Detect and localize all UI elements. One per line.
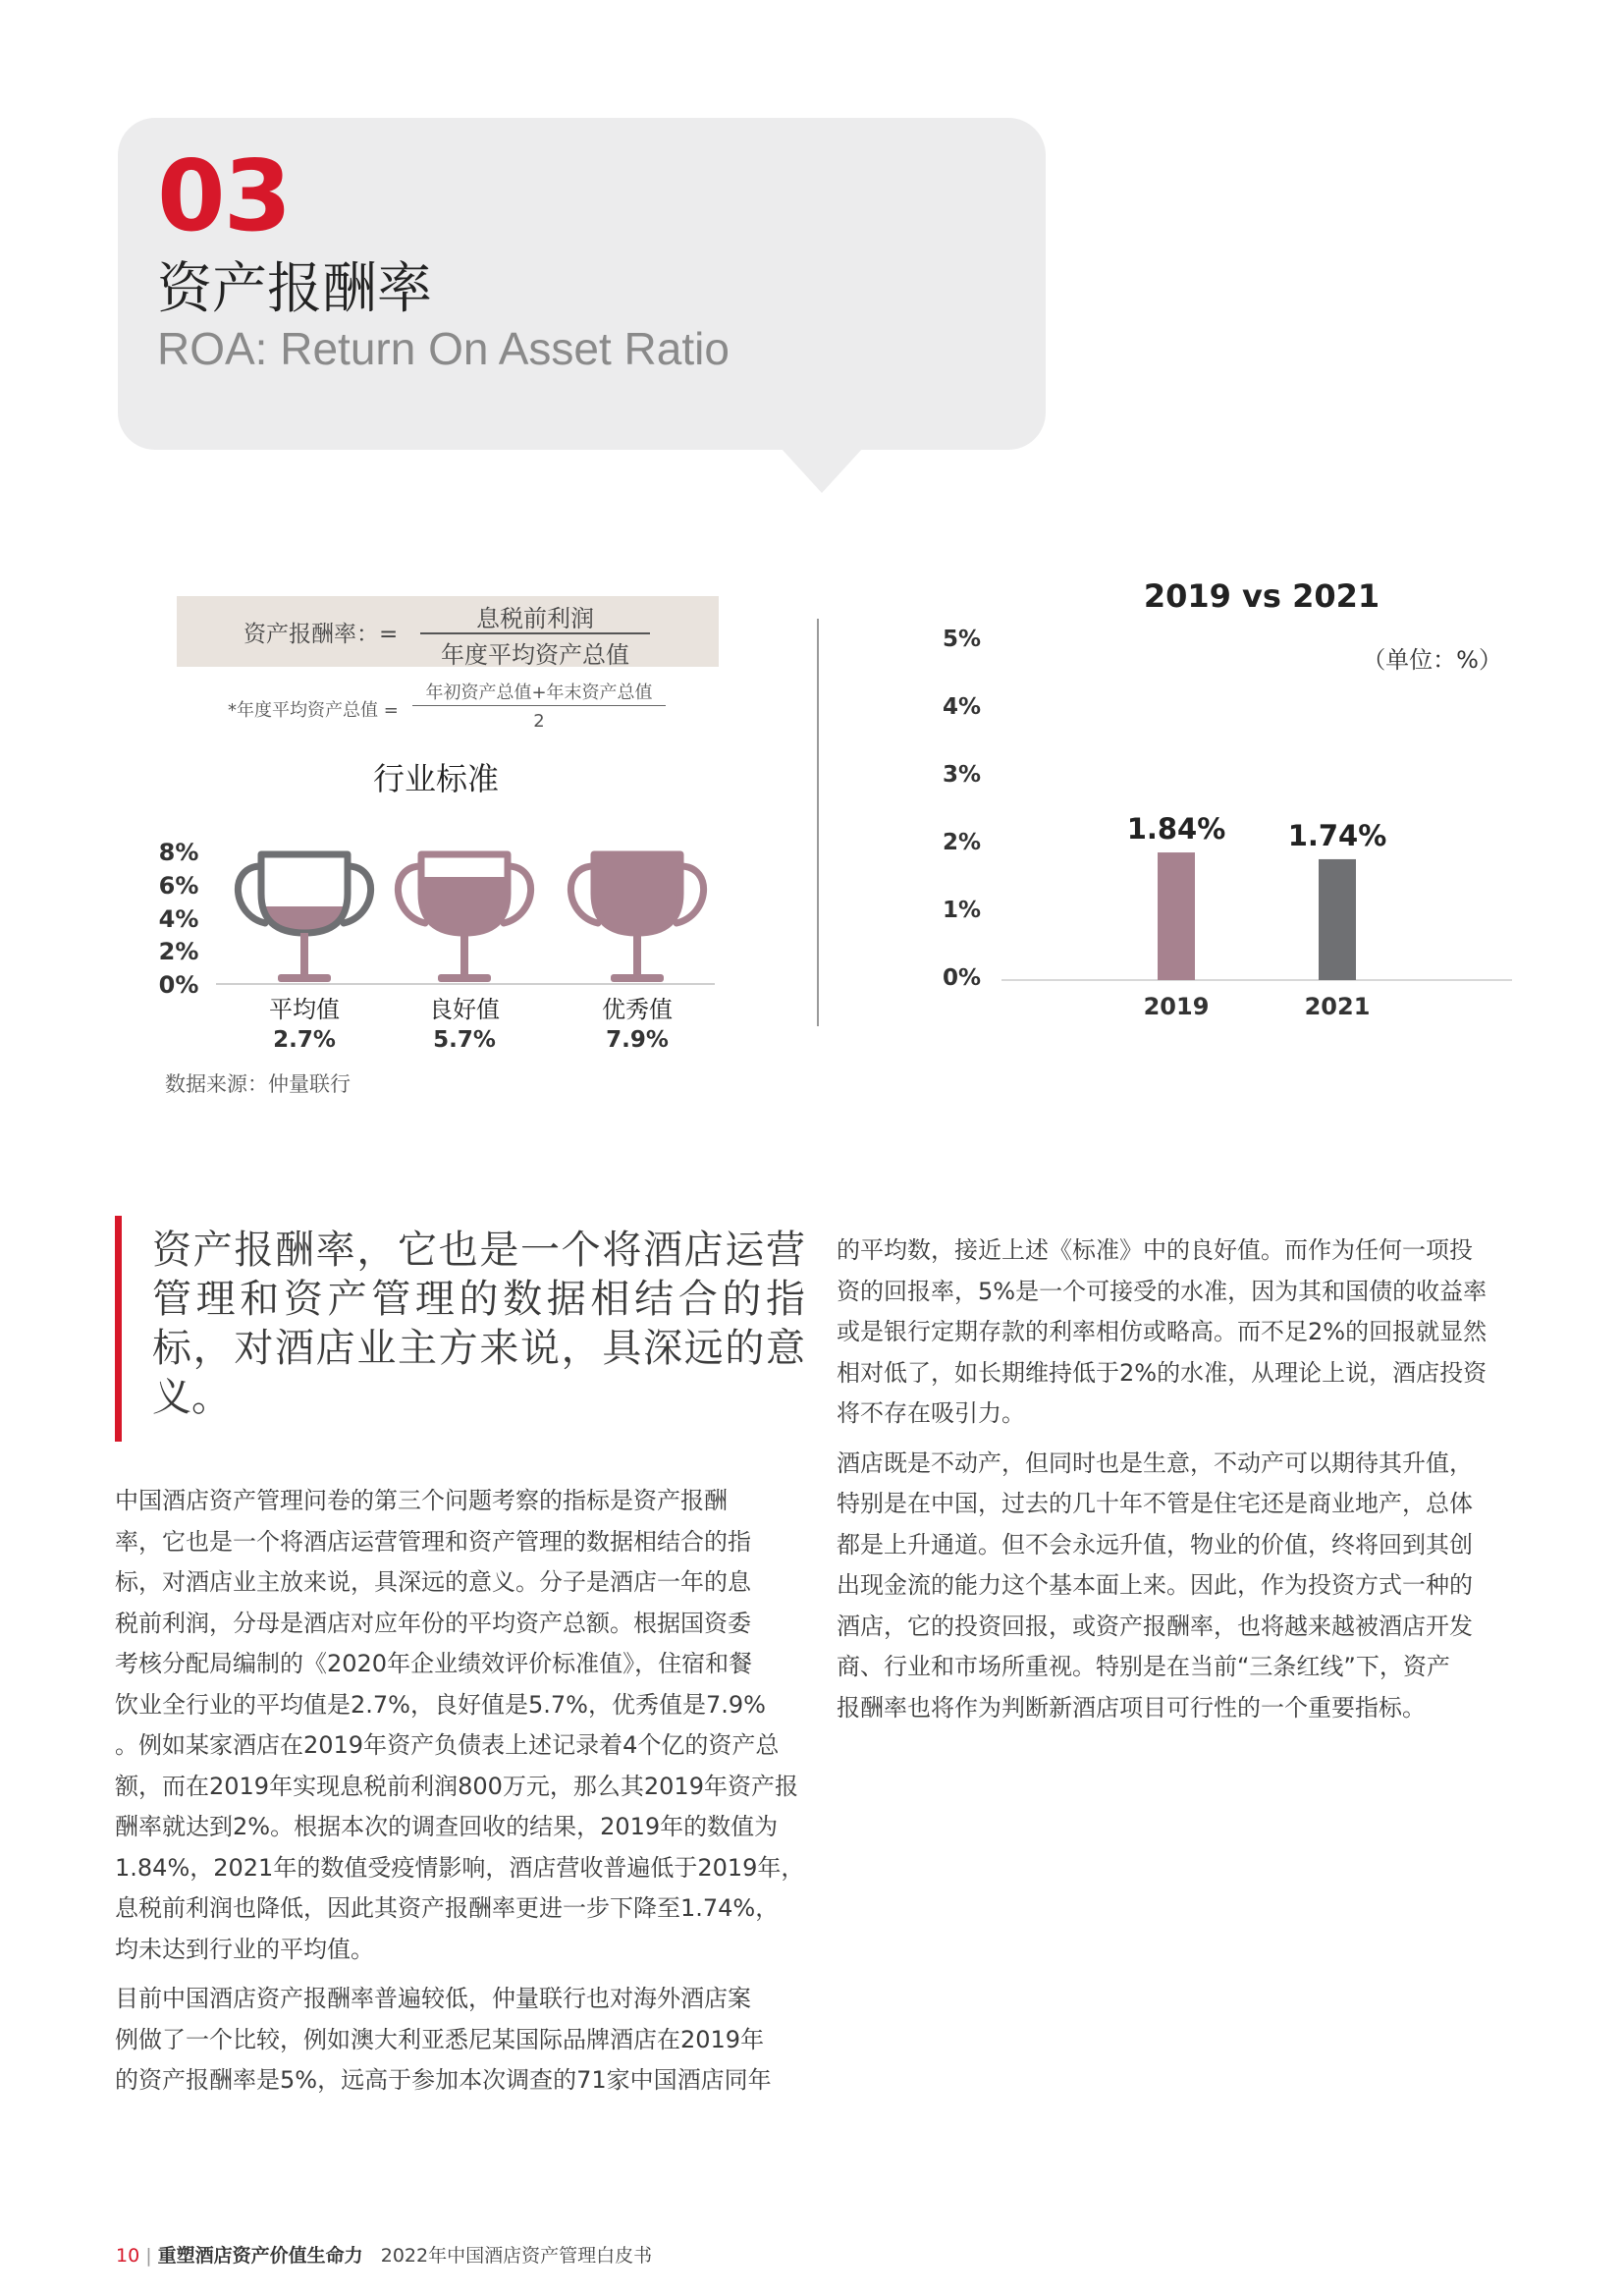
page-number: 10: [116, 2245, 140, 2267]
section-number: 03: [157, 138, 291, 253]
trophy-mark: [570, 854, 703, 982]
fraction-bar: [412, 705, 666, 706]
industry-standard-chart: [157, 825, 746, 1061]
trophy-stem: [633, 933, 641, 976]
trophy-stem: [460, 933, 468, 976]
body-line: 商、行业和市场所重视。特别是在当前“三条红线”下，资产: [837, 1653, 1450, 1680]
footer-report-title: 2022年中国酒店资产管理白皮书: [380, 2245, 653, 2267]
body-line: 1.84%，2021年的数值受疫情影响，酒店营收普遍低于2019年，: [115, 1853, 805, 1882]
body-line: 酬率就达到2%。根据本次的调查回收的结果，2019年的数值为: [115, 1813, 779, 1840]
body-line: 息税前利润也降低，因此其资产报酬率更进一步下降至1.74%，: [115, 1894, 780, 1922]
category-label: 2019: [1143, 993, 1210, 1020]
body-line: 资的回报率，5%是一个可接受的水准，因为其和国债的收益率: [837, 1277, 1488, 1305]
pull-quote: 资产报酬率，它也是一个将酒店运营管理和资产管理的数据相结合的指标，对酒店业主方来说，具深远的意义。: [152, 1228, 805, 1420]
body-line: 考核分配局编制的《2020年企业绩效评价标准值》，住宿和餐: [115, 1650, 753, 1677]
data-label: 1.74%: [1287, 818, 1387, 852]
quote-accent-bar: [115, 1216, 122, 1442]
body-line: 出现金流的能力这个基本面上来。因此，作为投资方式一种的: [837, 1571, 1473, 1599]
body-line: 均未达到行业的平均值。: [115, 1935, 374, 1963]
fraction-bar: [420, 632, 650, 634]
formula-note-numerator: 年初资产总值+年末资产总值: [425, 683, 653, 703]
body-line: 例做了一个比较，例如澳大利亚悉尼某国际品牌酒店在2019年: [115, 2025, 765, 2053]
bar: [1319, 859, 1356, 980]
unit-label: （单位：%）: [1362, 646, 1502, 674]
y-tick-label: 8%: [158, 839, 199, 866]
y-tick-label: 5%: [943, 627, 982, 652]
value-label: 2.7%: [273, 1027, 336, 1053]
body-line: 报酬率也将作为判断新酒店项目可行性的一个重要指标。: [837, 1693, 1426, 1722]
page-footer: 10 | 重塑酒店资产价值生命力 2022年中国酒店资产管理白皮书: [116, 2245, 653, 2267]
trophy-base: [438, 974, 491, 982]
body-line: 的平均数，接近上述《标准》中的良好值。而作为任何一项投: [837, 1236, 1473, 1264]
trophy-base: [611, 974, 664, 982]
category-label: 平均值: [269, 996, 340, 1023]
y-tick-label: 6%: [158, 872, 199, 900]
formula-label: 资产报酬率：=: [243, 622, 399, 647]
trophy-mark: [398, 854, 530, 982]
formula-denominator: 年度平均资产总值: [441, 641, 629, 669]
body-line: 特别是在中国，过去的几十年不管是住宅还是商业地产，总体: [837, 1490, 1473, 1517]
column-divider: [817, 619, 819, 1026]
y-tick-label: 4%: [158, 905, 199, 933]
body-column-left: [115, 1481, 805, 2102]
y-tick-label: 0%: [943, 965, 982, 991]
body-line: 或是银行定期存款的利率相仿或略高。而不足2%的回报就显然: [837, 1318, 1488, 1345]
body-line: 标，对酒店业主放来说，具深远的意义。分子是酒店一年的息: [115, 1568, 751, 1596]
y-tick-label: 2%: [943, 830, 982, 855]
trophy-stem: [300, 933, 308, 976]
section-subtitle: ROA: Return On Asset Ratio: [157, 323, 730, 374]
formula-note-label: *年度平均资产总值 =: [228, 700, 399, 721]
body-line: 目前中国酒店资产报酬率普遍较低，仲量联行也对海外酒店案: [115, 1985, 751, 2012]
formula-note-denominator: 2: [533, 711, 545, 732]
body-line: 的资产报酬率是5%，远高于参加本次调查的71家中国酒店同年: [115, 2066, 772, 2094]
section-title: 资产报酬率: [157, 257, 432, 321]
y-tick-label: 1%: [943, 898, 982, 923]
data-source: 数据来源：仲量联行: [165, 1072, 351, 1096]
speech-bubble-tail: [781, 448, 863, 493]
category-label: 优秀值: [602, 996, 673, 1023]
body-line: 中国酒店资产管理问卷的第三个问题考察的指标是资产报酬: [115, 1487, 728, 1514]
body-line: 税前利润，分母是酒店对应年份的平均资产总额。根据国资委: [115, 1609, 751, 1637]
bar: [1158, 852, 1195, 980]
industry-standard-title: 行业标准: [373, 760, 500, 797]
formula-numerator: 息税前利润: [476, 605, 594, 632]
body-line: 酒店既是不动产，但同时也是生意，不动产可以期待其升值，: [837, 1449, 1473, 1477]
body-line: 将不存在吸引力。: [837, 1399, 1025, 1427]
value-label: 7.9%: [606, 1027, 669, 1053]
y-tick-label: 0%: [158, 971, 199, 999]
roa-comparison-chart: [923, 570, 1532, 1031]
category-label: 良好值: [429, 996, 500, 1023]
trophy-base: [278, 974, 331, 982]
y-tick-label: 3%: [943, 762, 982, 788]
body-column-right: [837, 1230, 1524, 1728]
value-label: 5.7%: [433, 1027, 496, 1053]
y-tick-label: 4%: [943, 694, 982, 720]
data-label: 1.84%: [1126, 812, 1226, 847]
body-line: 都是上升通道。但不会永远升值，物业的价值，终将回到其创: [837, 1530, 1473, 1558]
footer-series-title: 重塑酒店资产价值生命力: [157, 2245, 363, 2267]
body-line: 酒店，它的投资回报，或资产报酬率，也将越来越被酒店开发: [837, 1612, 1473, 1640]
category-label: 2021: [1304, 993, 1371, 1020]
body-line: 相对低了，如长期维持低于2%的水准，从理论上说，酒店投资: [837, 1358, 1488, 1387]
trophy-mark: [238, 854, 370, 982]
body-line: 饮业全行业的平均值是2.7%，良好值是5.7%，优秀值是7.9%: [115, 1690, 766, 1719]
body-line: 率，它也是一个将酒店运营管理和资产管理的数据相结合的指: [115, 1527, 751, 1556]
body-line: 。例如某家酒店在2019年资产负债表上述记录着4个亿的资产总: [115, 1731, 780, 1759]
y-tick-label: 2%: [158, 938, 199, 965]
chart-title: 2019 vs 2021: [1143, 577, 1380, 615]
body-line: 额，而在2019年实现息税前利润800万元，那么其2019年资产报: [115, 1772, 798, 1800]
